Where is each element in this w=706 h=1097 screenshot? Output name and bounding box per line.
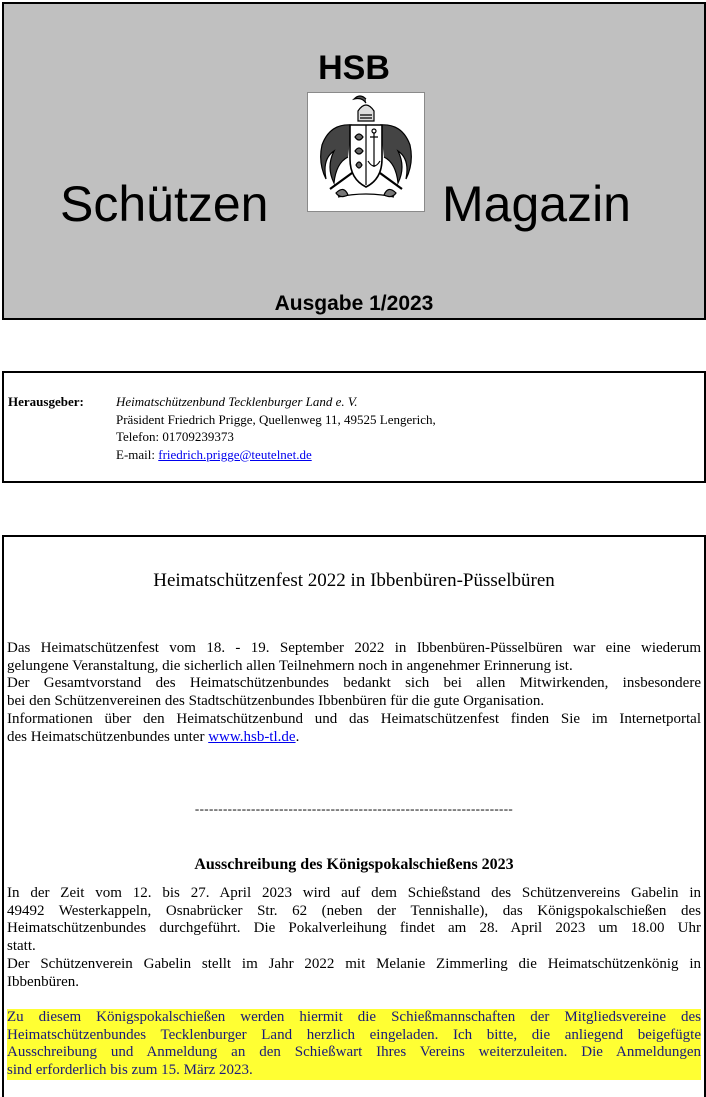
paragraph-line: statt. (7, 938, 36, 955)
email-link[interactable]: friedrich.prigge@teutelnet.de (158, 446, 312, 462)
magazine-header (2, 2, 706, 320)
paragraph-line: Informationen über den Heimatschützenbund und das Heimatschützenfest finden Sie im Internetportal (7, 710, 701, 727)
publisher-label: Herausgeber: (8, 394, 84, 409)
paragraph-line: Der Gesamtvorstand des Heimatschützenbundes bedankt sich bei allen Mitwirkenden, insbesondere (7, 675, 701, 692)
publisher-organization: Heimatschützenbund Tecklenburger Land e. V. (116, 394, 358, 409)
section-subtitle: Ausschreibung des Königspokalschießens 2023 (194, 856, 514, 873)
highlight-line: Zu diesem Königspokalschießen werden hiermit die Schießmannschaften der Mitgliedsvereine des (7, 1009, 701, 1025)
paragraph-line: bei den Schützenvereinen des Stadtschützenbundes Ibbenbüren für die gute Organisation. (7, 693, 545, 710)
paragraph-line: In der Zeit vom 12. bis 27. April 2023 wird auf dem Schießstand des Schützenvereins Gabelin in (7, 885, 701, 901)
paragraph-text: . (295, 728, 300, 745)
paragraph-line (7, 729, 701, 747)
highlighted-invitation (7, 1009, 701, 1080)
publisher-details (116, 393, 436, 463)
paragraph-line: 49492 Westerkappeln, Osnabrücker Str. 62 (neben der Tennishalle), das Königspokalschießen des (7, 902, 701, 919)
publisher-president: Präsident Friedrich Prigge, Quellenweg 11, 49525 Lengerich, (116, 411, 436, 427)
paragraph-line: Heimatschützenbundes durchgeführt. Die Pokalverleihung findet am 28. April 2023 um 18.00 Uhr (7, 920, 701, 937)
header-abbreviation: HSB (318, 49, 390, 87)
issue-number: Ausgabe 1/2023 (274, 292, 434, 315)
paragraph-line: Der Schützenverein Gabelin stellt im Jahr 2022 mit Melanie Zimmerling die Heimatschützenkönig in (7, 955, 701, 972)
festival-paragraph (7, 640, 701, 746)
publisher-box (2, 371, 706, 483)
competition-paragraph (7, 885, 701, 991)
paragraph-line: Ibbenbüren. (7, 973, 80, 990)
paragraph-text: des Heimatschützenbundes unter (7, 728, 209, 745)
article-box (2, 535, 706, 1097)
coat-of-arms-icon (307, 92, 425, 212)
section-separator: -------------------------------------------------------------------- (194, 801, 514, 816)
header-title-right: Magazin (442, 176, 631, 232)
email-label: E-mail: (116, 446, 159, 462)
article-title: Heimatschützenfest 2022 in Ibbenbüren-Püsselbüren (153, 570, 555, 591)
highlight-line: Ausschreibung und Anmeldung an den Schießwart Ihres Vereins weiterzuleiten. Die Anmeldungen (7, 1044, 701, 1061)
highlight-line: Heimatschützenbundes Tecklenburger Land herzlich eingeladen. Ich bitte, die anliegend beigefügte (7, 1026, 701, 1043)
paragraph-line: gelungene Veranstaltung, die sicherlich allen Teilnehmern noch in angenehmer Erinnerung ist. (7, 657, 573, 674)
header-title-left: Schützen (60, 176, 269, 232)
website-link[interactable]: www.hsb-tl.de (208, 728, 296, 745)
publisher-email-line (116, 446, 436, 464)
highlight-line: sind erforderlich bis zum 15. März 2023. (7, 1062, 253, 1079)
paragraph-line: Das Heimatschützenfest vom 18. - 19. September 2022 in Ibbenbüren-Püsselbüren war eine wiederum (7, 640, 701, 656)
publisher-phone: Telefon: 01709239373 (116, 429, 234, 444)
